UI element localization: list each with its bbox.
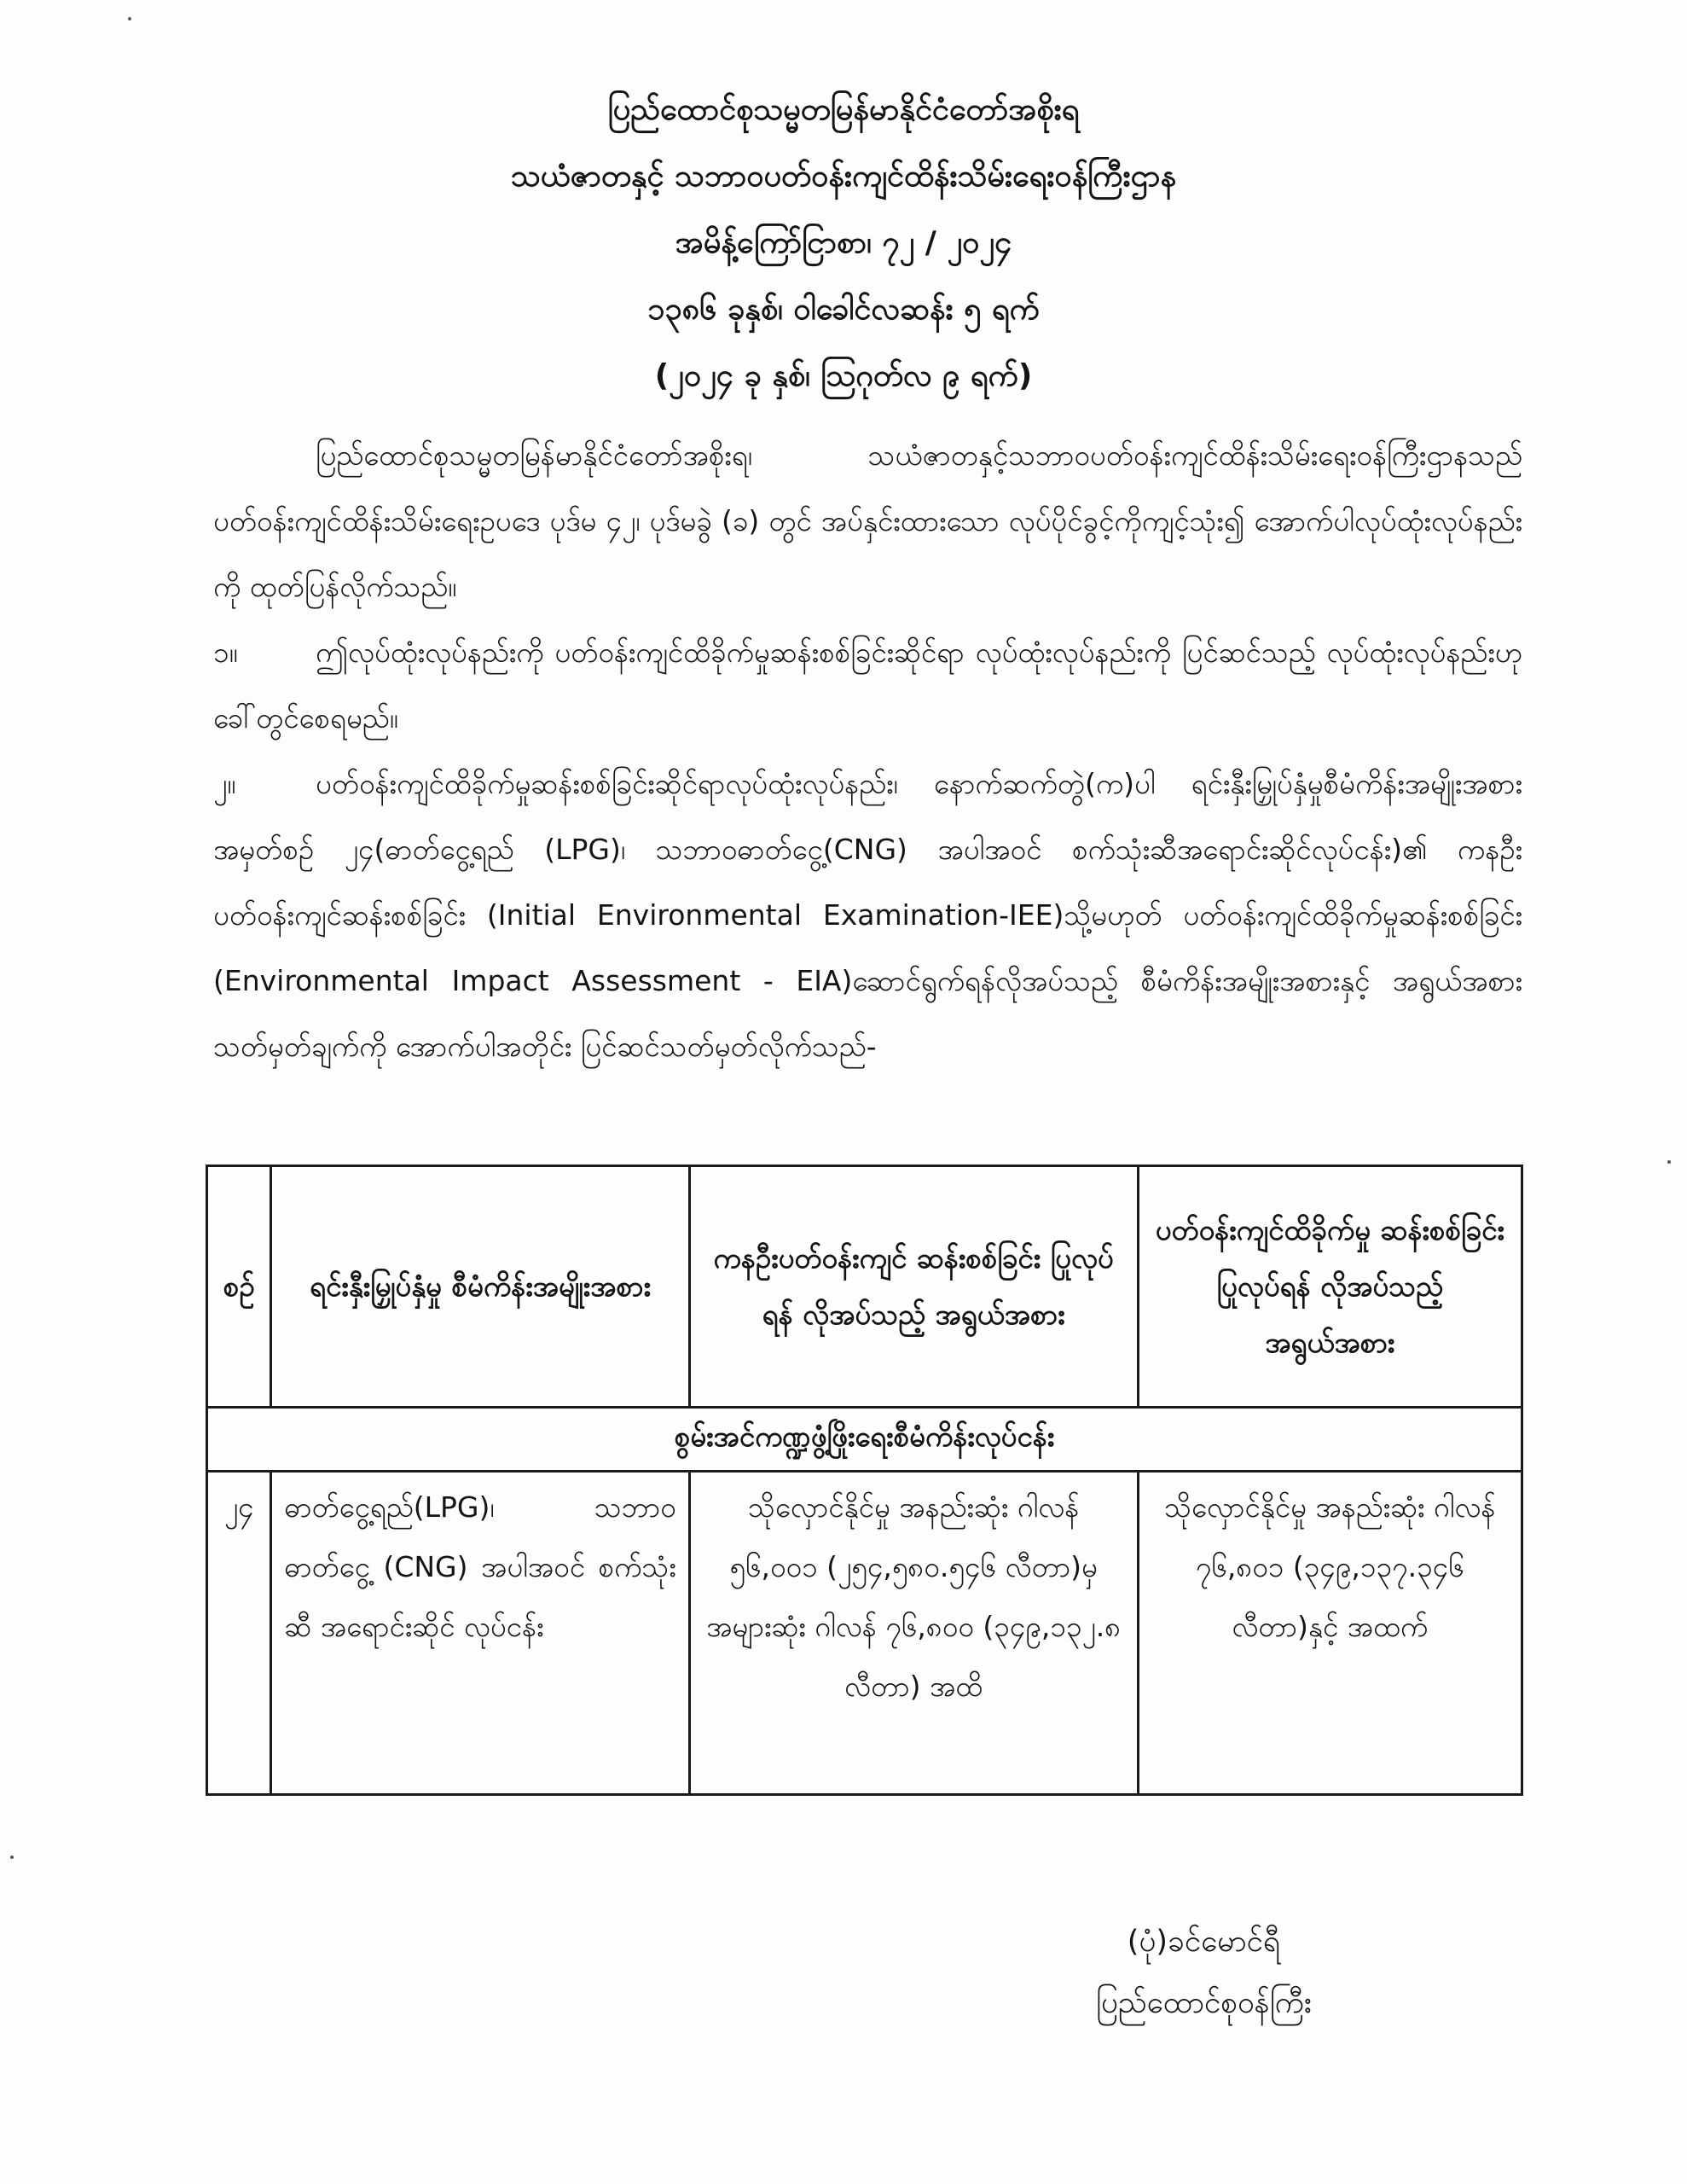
paragraph-2-number: ၂။: [213, 767, 236, 800]
paragraph-1-text: ဤလုပ်ထုံးလုပ်နည်းကို ပတ်ဝန်းကျင်ထိခိုက်မှုဆန်းစစ်ခြင်းဆိုင်ရာ လုပ်ထုံးလုပ်နည်းကို ပြင်ဆင်သည့် လုပ်ထုံးလုပ်နည်းဟု ခေါ်တွင်စေရမည်။: [213, 636, 1522, 735]
section-title: စွမ်းအင်ကဏ္ဍဖွံ့ဖြိုးရေးစီမံကိန်းလုပ်ငန်း: [207, 1408, 1522, 1472]
header-eia: ပတ်ဝန်းကျင်ထိခိုက်မှု ဆန်းစစ်ခြင်း ပြုလုပ်ရန် လိုအပ်သည့် အရွယ်အစား: [1138, 1166, 1522, 1408]
signature-block: [1096, 1911, 1312, 2034]
scan-speck: [1667, 1160, 1671, 1164]
header-project-type: ရင်းနှီးမြှုပ်နှံမှု စီမံကိန်းအမျိုးအစား: [271, 1166, 689, 1408]
paragraph-2-text: ပတ်ဝန်းကျင်ထိခိုက်မှုဆန်းစစ်ခြင်းဆိုင်ရာလုပ်ထုံးလုပ်နည်း၊ နောက်ဆက်တွဲ(က)ပါ ရင်းနှီးမြှုပ်နှံမှုစီမံကိန်းအမျိုးအစား အမှတ်စဉ် ၂၄(ဓာတ်ငွေ့ရည် (LPG)၊ သဘာဝဓာတ်ငွေ့(CNG) အပါအဝင် စက်သုံးဆီအရောင်းဆိုင်လုပ်ငန်း)၏ ကနဦးပတ်ဝန်းကျင်ဆန်းစစ်ခြင်း (Initial Environmental Examination-IEE)သို့မဟုတ် ပတ်ဝန်းကျင်ထိခိုက်မှုဆန်းစစ်ခြင်း (Environmental Impact Assessment - EIA)ဆောင်ရွက်ရန်လိုအပ်သည့် စီမံကိန်းအမျိုးအစားနှင့် အရွယ်အစားသတ်မှတ်ချက်ကို အောက်ပါအတိုင်း ပြင်ဆင်သတ်မှတ်လိုက်သည်-: [213, 767, 1522, 1063]
row-eia: သိုလှောင်နိုင်မှု အနည်းဆုံး ဂါလန် ၇၆,၈၀၁ (၃၄၉,၁၃၇.၃၄၆ လီတာ)နှင့် အထက်: [1138, 1472, 1522, 1795]
paragraph-1-number: ၁။: [213, 636, 238, 669]
myanmar-date: ၁၃၈၆ ခုနှစ်၊ ဝါခေါင်လဆန်း ၅ ရက်: [647, 292, 1040, 327]
row-iee: သိုလှောင်နိုင်မှု အနည်းဆုံး ဂါလန် ၅၆,၀၀၁ (၂၅၄,၅၈၀.၅၄၆ လီတာ)မှ အများဆုံး ဂါလန် ၇၆,၈၀၀ (၃၄၉,၁၃၂.၈ လီတာ) အထိ: [689, 1472, 1138, 1795]
document-header: [0, 77, 1687, 410]
intro-paragraph: ပြည်ထောင်စုသမ္မတမြန်မာနိုင်ငံတော်အစိုးရ၊ သယံဇာတနှင့်သဘာဝပတ်ဝန်းကျင်ထိန်းသိမ်းရေးဝန်ကြီးဌာနသည် ပတ်ဝန်းကျင်ထိန်းသိမ်းရေးဥပဒေ ပုဒ်မ ၄၂၊ ပုဒ်မခွဲ (ခ) တွင် အပ်နှင်းထားသော လုပ်ပိုင်ခွင့်ကိုကျင့်သုံး၍ အောက်ပါလုပ်ထုံးလုပ်နည်းကို ထုတ်ပြန်လိုက်သည်။: [213, 439, 1522, 603]
header-iee: ကနဦးပတ်ဝန်းကျင် ဆန်းစစ်ခြင်း ပြုလုပ်ရန် လိုအပ်သည့် အရွယ်အစား: [689, 1166, 1138, 1408]
notification-number: အမိန့်ကြော်ငြာစာ၊ ၇၂ / ၂၀၂၄: [675, 225, 1012, 260]
paragraph-2: [213, 751, 1522, 1079]
table-header-row: [207, 1166, 1522, 1408]
table-section-row: [207, 1408, 1522, 1472]
project-size-table: [206, 1165, 1523, 1796]
paragraph-1: [213, 619, 1522, 751]
document-body: [213, 422, 1522, 1079]
scan-speck: [128, 17, 131, 20]
table-row: [207, 1472, 1522, 1795]
ministry-title: သယံဇာတနှင့် သဘာဝပတ်ဝန်းကျင်ထိန်းသိမ်းရေးဝန်ကြီးဌာန: [510, 159, 1177, 194]
row-no: ၂၄: [207, 1472, 271, 1795]
signer-name: (ပုံ)ခင်မောင်ရီ: [1127, 1925, 1281, 1959]
government-title: ပြည်ထောင်စုသမ္မတမြန်မာနိုင်ငံတော်အစိုးရ: [607, 92, 1080, 127]
header-no: စဉ်: [207, 1166, 271, 1408]
scan-speck: [10, 1856, 14, 1859]
row-project-type: ဓာတ်ငွေ့ရည်(LPG)၊ သဘာဝ ဓာတ်ငွေ့ (CNG) အပါအဝင် စက်သုံးဆီ အရောင်းဆိုင် လုပ်ငန်း: [271, 1472, 689, 1795]
gregorian-date: (၂၀၂၄ ခု နှစ်၊ ဩဂုတ်လ ၉ ရက်): [654, 358, 1033, 393]
signer-title: ပြည်ထောင်စုဝန်ကြီး: [1096, 1986, 1312, 2020]
